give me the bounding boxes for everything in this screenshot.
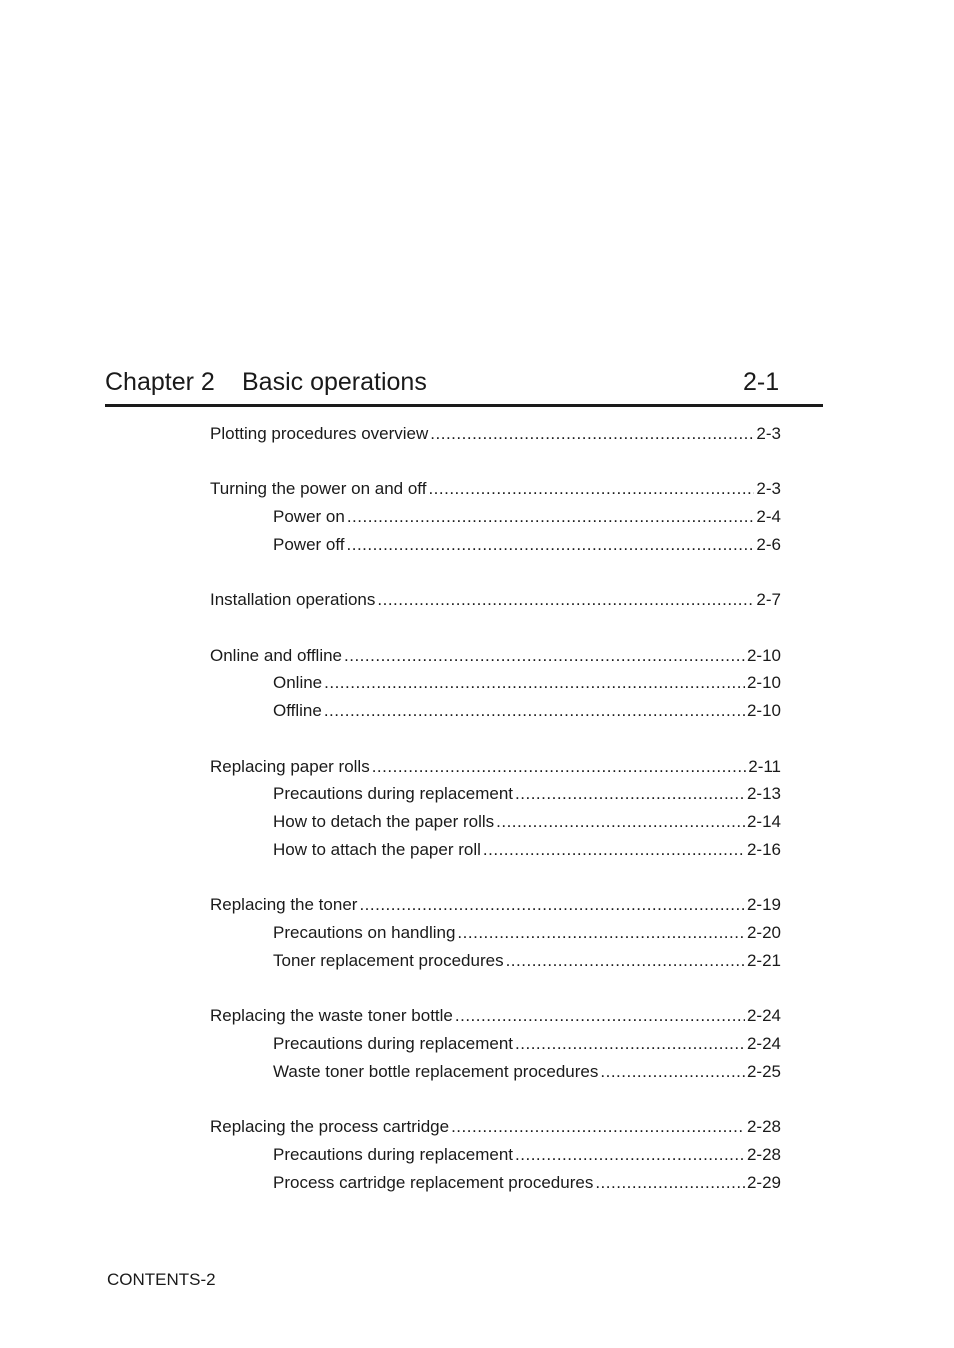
toc-entry-title: Turning the power on and off	[210, 479, 427, 498]
toc-entry-title: Waste toner bottle replacement procedures	[273, 1062, 599, 1081]
dot-leader	[377, 589, 754, 611]
dot-leader	[455, 1005, 745, 1027]
dot-leader	[359, 894, 745, 916]
toc-subentry-power-on[interactable]	[273, 506, 781, 528]
toc-subentry-toner-replacement-procedures[interactable]	[273, 950, 781, 972]
toc-entry-title: Precautions during replacement	[273, 1145, 514, 1164]
dot-leader	[496, 811, 745, 833]
toc-entry-page: 2-20	[746, 923, 781, 942]
page-footer-label: CONTENTS-2	[107, 1270, 216, 1289]
toc-entry-title: Replacing paper rolls	[210, 757, 370, 776]
toc-entry-title: Process cartridge replacement procedures	[273, 1173, 594, 1192]
toc-entry-page: 2-24	[746, 1034, 781, 1053]
toc-subentry-offline[interactable]	[273, 700, 781, 722]
toc-entry-page: 2-13	[746, 784, 781, 803]
dot-leader	[430, 423, 754, 445]
toc-entry-page: 2-6	[756, 535, 781, 554]
dot-leader	[506, 950, 745, 972]
toc-entry-page: 2-28	[746, 1145, 781, 1164]
dot-leader	[515, 783, 745, 805]
toc-subentry-precautions-on-handling[interactable]	[273, 922, 781, 944]
toc-subentry-power-off[interactable]	[273, 534, 781, 556]
toc-entry-title: Plotting procedures overview	[210, 424, 429, 443]
toc-entry-title: Replacing the waste toner bottle	[210, 1006, 453, 1025]
toc-entry-plotting-procedures-overview[interactable]	[210, 423, 781, 445]
toc-entry-page: 2-16	[746, 840, 781, 859]
toc-entry-title: Replacing the toner	[210, 895, 358, 914]
toc-entry-page: 2-3	[756, 424, 781, 443]
toc-entry-page: 2-7	[756, 590, 781, 609]
toc-entry-page: 2-25	[746, 1062, 781, 1081]
toc-entry-page: 2-10	[746, 701, 781, 720]
toc-entry-page: 2-19	[746, 895, 781, 914]
dot-leader	[372, 756, 747, 778]
dot-leader	[515, 1033, 745, 1055]
dot-leader	[347, 506, 755, 528]
toc-entry-page: 2-10	[746, 673, 781, 692]
toc-entry-title: Precautions on handling	[273, 923, 456, 942]
toc-entry-page: 2-10	[746, 646, 781, 665]
toc-entry-title: Offline	[273, 701, 322, 720]
toc-entry-page: 2-14	[746, 812, 781, 831]
toc-entry-title: Toner replacement procedures	[273, 951, 504, 970]
dot-leader	[483, 839, 745, 861]
toc-entry-title: Installation operations	[210, 590, 376, 609]
dot-leader	[451, 1116, 745, 1138]
toc-entry-page: 2-29	[746, 1173, 781, 1192]
toc-entry-title: Replacing the process cartridge	[210, 1117, 450, 1136]
toc-entry-page: 2-21	[746, 951, 781, 970]
toc-subentry-process-cartridge-procedures[interactable]	[273, 1172, 781, 1194]
toc-subentry-online[interactable]	[273, 672, 781, 694]
toc-entry-title: Precautions during replacement	[273, 1034, 514, 1053]
toc-entry-online-and-offline[interactable]	[210, 645, 781, 667]
toc-entry-title: How to attach the paper roll	[273, 840, 481, 859]
toc-subentry-precautions-during-replacement[interactable]	[273, 1144, 781, 1166]
toc-subentry-precautions-during-replacement[interactable]	[273, 1033, 781, 1055]
toc-entry-replacing-paper-rolls[interactable]	[210, 756, 781, 778]
dot-leader	[344, 645, 745, 667]
toc-entry-replacing-toner[interactable]	[210, 894, 781, 916]
toc-subentry-attach-paper-roll[interactable]	[273, 839, 781, 861]
dot-leader	[347, 534, 755, 556]
dot-leader	[600, 1061, 745, 1083]
chapter-page-number: 2-1	[743, 368, 780, 396]
dot-leader	[324, 700, 745, 722]
toc-entry-installation-operations[interactable]	[210, 589, 781, 611]
toc-entry-page: 2-11	[748, 757, 781, 776]
toc-entry-replacing-waste-toner-bottle[interactable]	[210, 1005, 781, 1027]
toc-subentry-waste-toner-bottle-procedures[interactable]	[273, 1061, 781, 1083]
toc-entry-title: How to detach the paper rolls	[273, 812, 495, 831]
dot-leader	[515, 1144, 745, 1166]
toc-entry-page: 2-4	[756, 507, 781, 526]
toc-entry-page: 2-24	[746, 1006, 781, 1025]
toc-entry-title: Power on	[273, 507, 345, 526]
dot-leader	[428, 478, 754, 500]
dot-leader	[457, 922, 745, 944]
toc-entry-page: 2-28	[746, 1117, 781, 1136]
chapter-number: Chapter 2	[105, 368, 215, 396]
toc-entry-title: Online	[273, 673, 323, 692]
toc-entry-title: Precautions during replacement	[273, 784, 514, 803]
toc-entry-page: 2-3	[756, 479, 781, 498]
chapter-heading	[105, 366, 823, 407]
chapter-title: Basic operations	[242, 368, 427, 396]
toc-entry-title: Online and offline	[210, 646, 343, 665]
toc-entry-title: Power off	[273, 535, 345, 554]
toc-entry-replacing-process-cartridge[interactable]	[210, 1116, 781, 1138]
dot-leader	[324, 672, 745, 694]
toc-entry-turning-power-on-off[interactable]	[210, 478, 781, 500]
dot-leader	[595, 1172, 745, 1194]
toc-subentry-detach-paper-rolls[interactable]	[273, 811, 781, 833]
toc-subentry-precautions-during-replacement[interactable]	[273, 783, 781, 805]
